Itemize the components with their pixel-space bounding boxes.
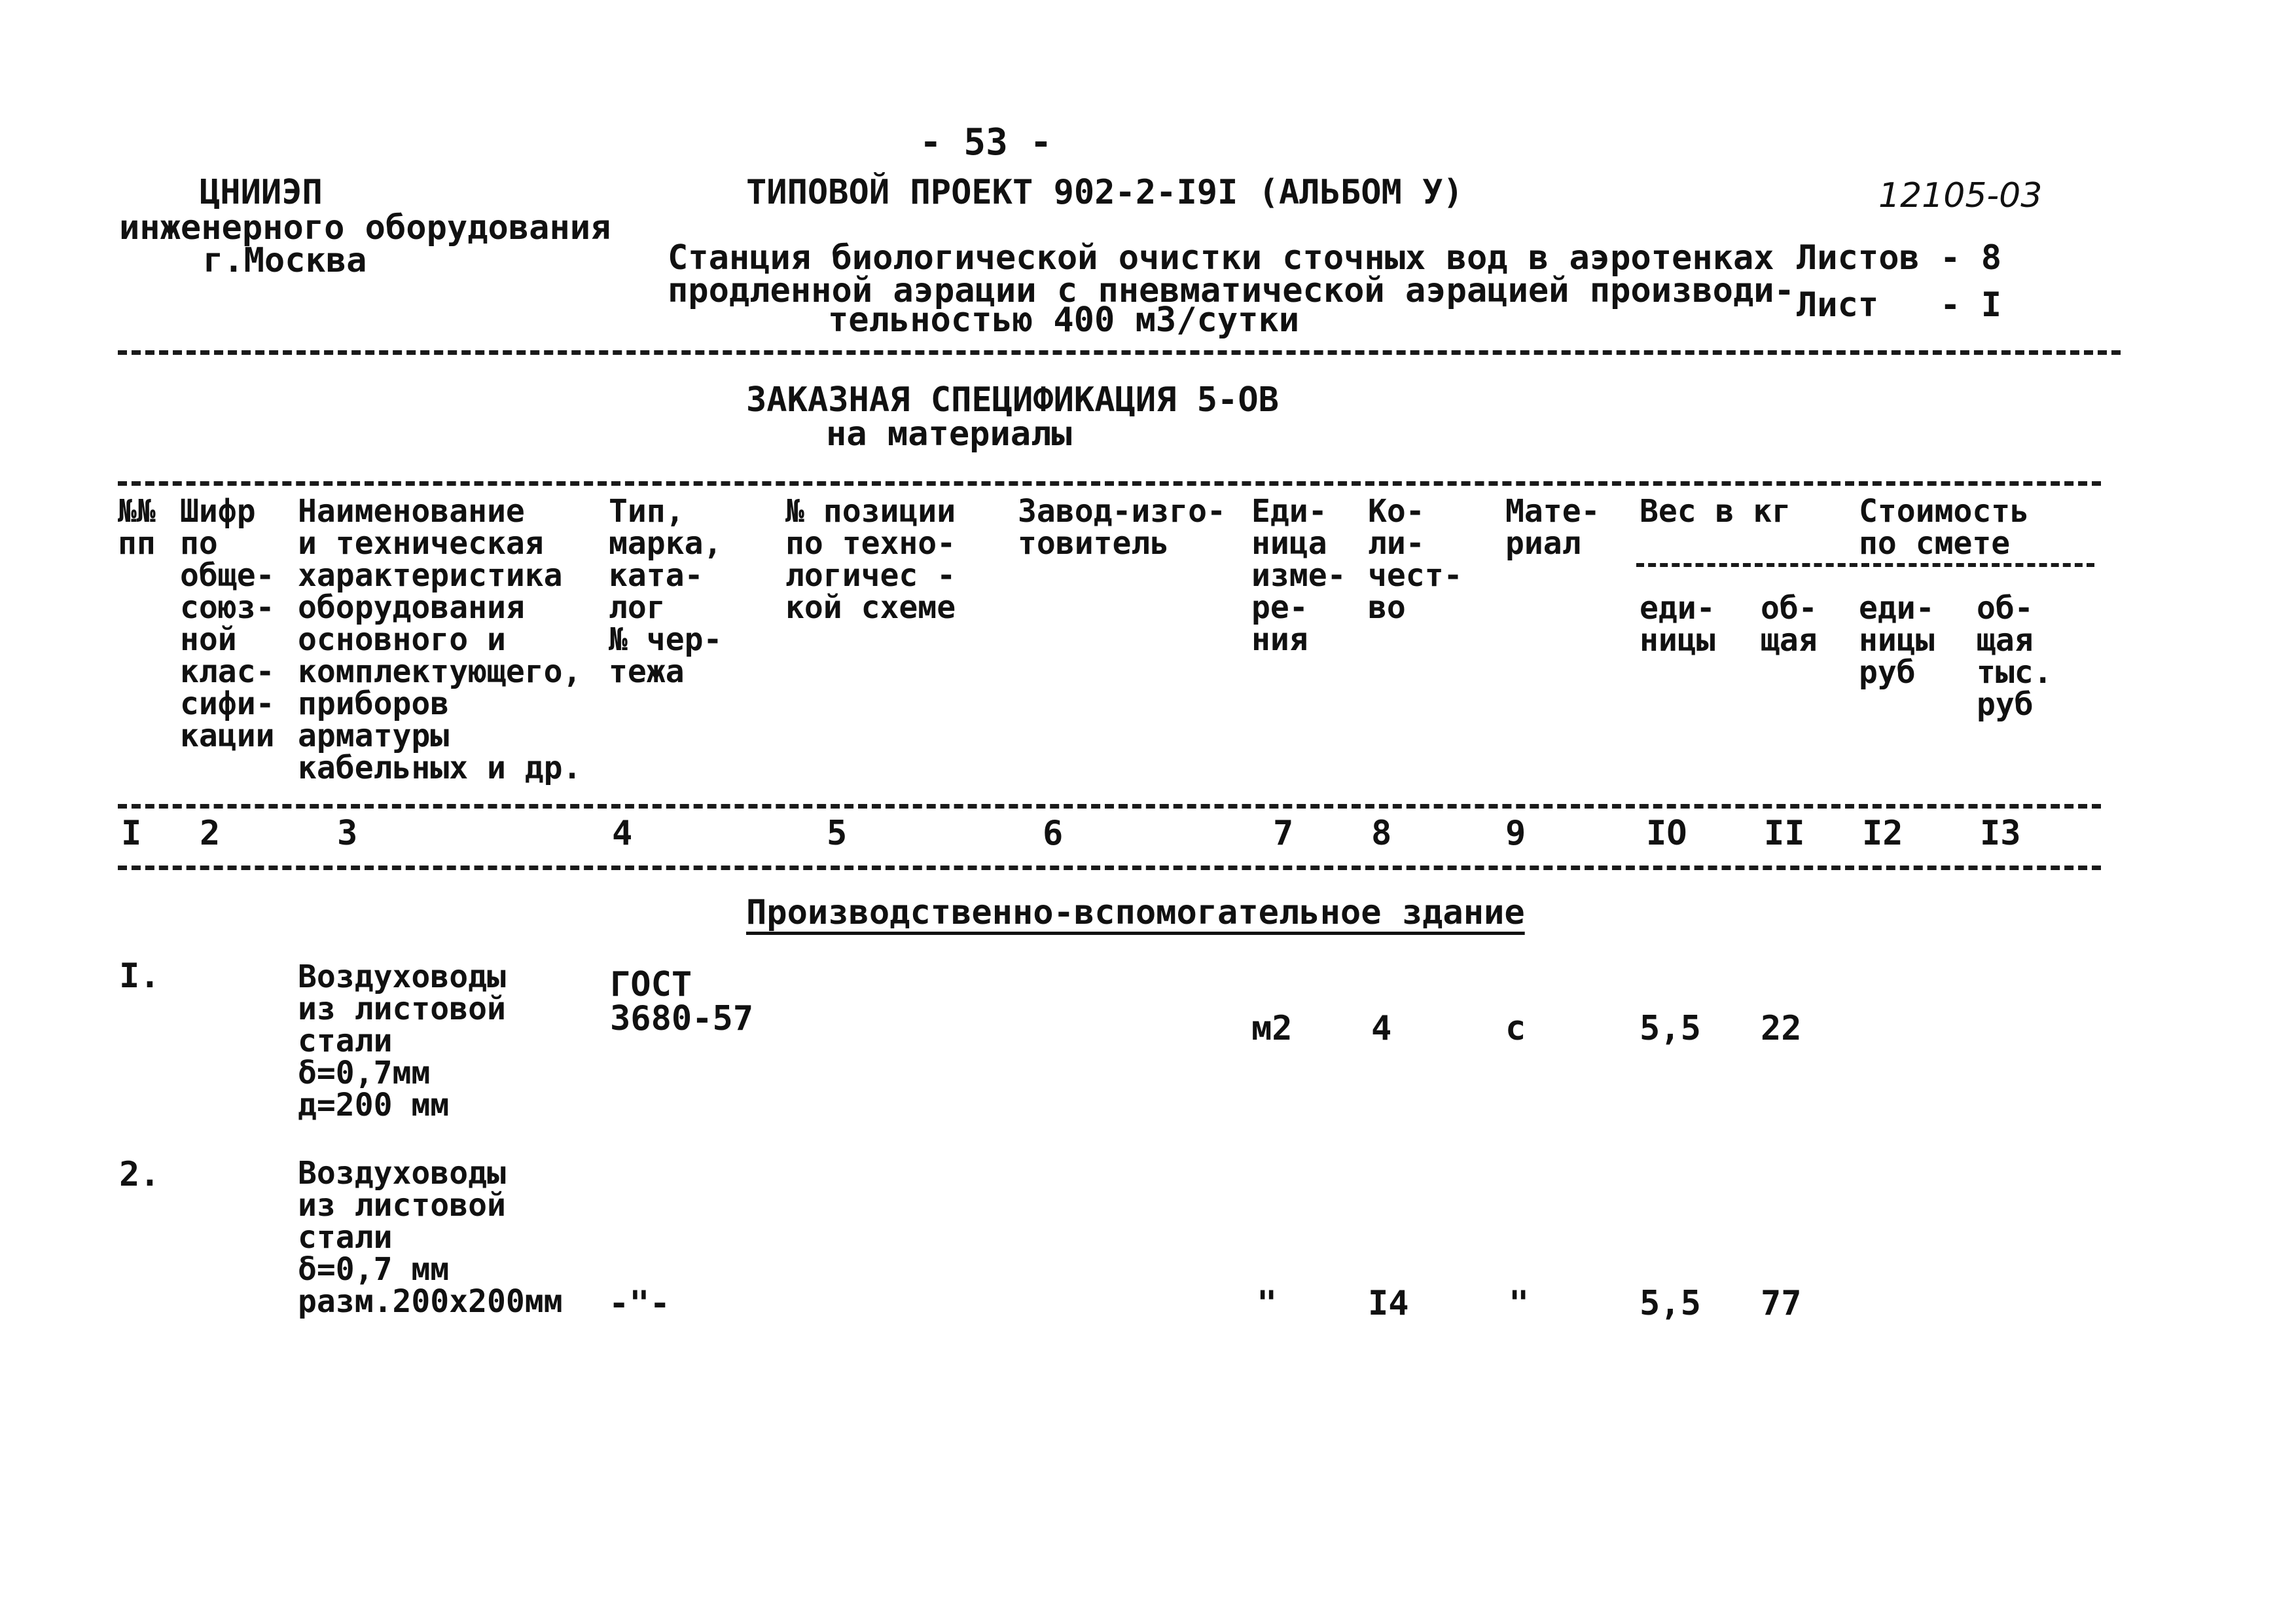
org-city: г.Москва xyxy=(203,241,367,280)
col-header-number: №№ пп xyxy=(118,493,156,562)
col-header-material: Мате- риал xyxy=(1505,493,1600,562)
col-header-cost-unit: еди- ницы руб xyxy=(1859,590,1935,691)
handwritten-code: 12105-03 xyxy=(1878,176,2043,215)
column-numbers-bottom-line xyxy=(118,866,2101,870)
org-department: инженерного оборудования xyxy=(119,208,611,247)
col-header-name: Наименование и техническая характеристика оборудования основного и комплектующего, приборов арматуры кабельных и др. xyxy=(298,493,582,786)
org-name: ЦНИИЭП xyxy=(200,173,323,212)
row-2-weight-total: 77 xyxy=(1761,1284,1802,1323)
col-header-weight-group: Вес в кг xyxy=(1640,493,1791,530)
col-header-cost-group: Стоимость по смете xyxy=(1859,493,2030,562)
spec-title: ЗАКАЗНАЯ СПЕЦИФИКАЦИЯ 5-ОВ xyxy=(746,380,1279,420)
col-header-weight-total: об- щая xyxy=(1761,590,1818,659)
col-header-type: Тип, марка, ката- лог № чер- тежа xyxy=(609,493,723,690)
col-header-unit: Еди- ница изме- ре- ния xyxy=(1251,493,1346,658)
col-number: I3 xyxy=(1980,814,2021,853)
col-number: IO xyxy=(1646,814,1687,853)
col-header-cost-total: об- щая тыс. руб xyxy=(1977,590,2053,723)
row-2-unit: " xyxy=(1257,1284,1278,1323)
col-header-position: № позиции по техно- логичес - кой схеме xyxy=(785,493,956,626)
col-header-weight-unit: еди- ницы xyxy=(1640,590,1715,659)
table-top-line xyxy=(118,481,2101,486)
col-number: 7 xyxy=(1273,814,1294,853)
sheet-current: Лист - I xyxy=(1797,285,2002,325)
header-separator xyxy=(118,350,2121,355)
row-1-weight-total: 22 xyxy=(1761,1009,1802,1048)
col-number: 2 xyxy=(200,814,221,853)
col-number: 4 xyxy=(612,814,633,853)
row-2-name: Воздуховоды из листовой стали δ=0,7 мм разм.200х200мм xyxy=(298,1155,563,1320)
project-description-line-2: продленной аэрации с пневматической аэрацией производи- xyxy=(668,271,1795,310)
col-number: I xyxy=(121,814,142,853)
spec-subtitle: на материалы xyxy=(826,414,1072,454)
row-1-number: I. xyxy=(119,957,160,996)
col-header-quantity: Ко- ли- чест- во xyxy=(1368,493,1463,626)
row-2-weight-unit: 5,5 xyxy=(1640,1284,1701,1323)
row-2-quantity: I4 xyxy=(1368,1284,1409,1323)
project-description-line-3: тельностью 400 м3/сутки xyxy=(828,301,1300,340)
row-1-quantity: 4 xyxy=(1371,1009,1392,1048)
row-1-unit: м2 xyxy=(1251,1009,1293,1048)
col-number: II xyxy=(1764,814,1805,853)
col-number: 8 xyxy=(1371,814,1392,853)
project-description-line-1: Станция биологической очистки сточных вод в аэротенках xyxy=(668,238,1774,278)
column-numbers-top-line xyxy=(118,804,2101,809)
col-number: 9 xyxy=(1505,814,1526,853)
row-1-material: с xyxy=(1505,1009,1526,1048)
row-2-material: " xyxy=(1509,1284,1530,1323)
col-header-code: Шифр по обще- союз- ной клас- сифи- кации xyxy=(180,493,275,754)
section-title: Производственно-вспомогательное здание xyxy=(746,893,1525,932)
col-number: 6 xyxy=(1043,814,1064,853)
row-2-number: 2. xyxy=(119,1155,160,1194)
col-number: I2 xyxy=(1862,814,1903,853)
project-title: ТИПОВОЙ ПРОЕКТ 902-2-I9I (АЛЬБОМ У) xyxy=(746,173,1463,212)
page-number: - 53 - xyxy=(920,121,1052,164)
col-number: 5 xyxy=(827,814,848,853)
row-1-name: Воздуховоды из листовой стали δ=0,7мм д=200 мм xyxy=(298,958,506,1123)
subheader-line xyxy=(1636,563,2094,567)
sheets-total: Листов - 8 xyxy=(1797,238,2002,278)
row-2-type: -"- xyxy=(609,1284,670,1323)
row-1-type: ГОСТ 3680-57 xyxy=(610,965,754,1038)
col-number: 3 xyxy=(337,814,358,853)
col-header-manufacturer: Завод-изго- товитель xyxy=(1018,493,1226,562)
row-1-weight-unit: 5,5 xyxy=(1640,1009,1701,1048)
